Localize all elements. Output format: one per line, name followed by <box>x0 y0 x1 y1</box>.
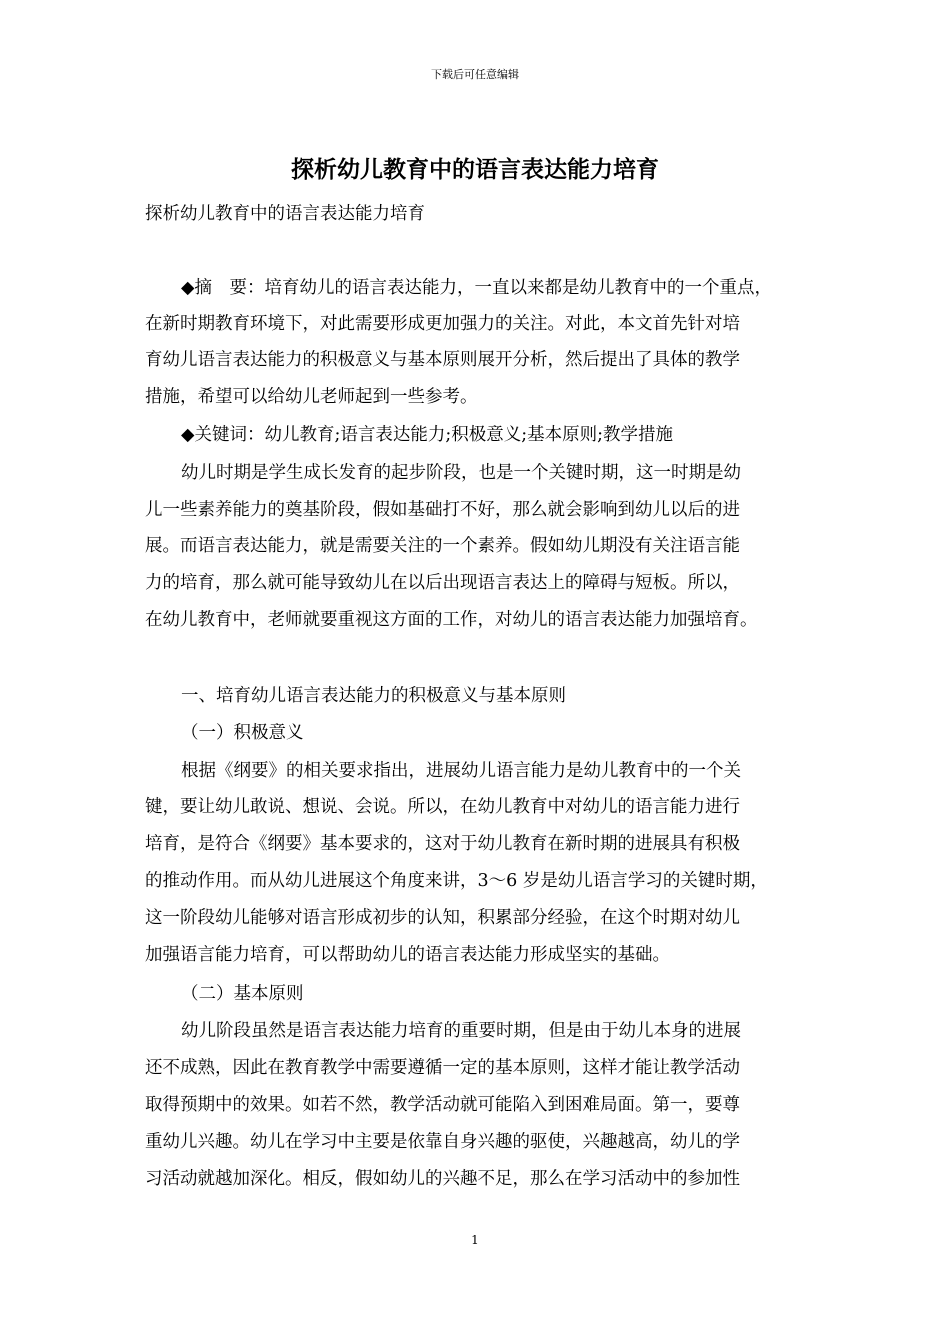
intro-line: 幼儿时期是学生成长发育的起步阶段，也是一个关键时期，这一时期是幼 <box>181 463 741 483</box>
paragraph-line: 键，要让幼儿敢说、想说、会说。所以，在幼儿教育中对幼儿的语言能力进行 <box>145 797 740 817</box>
paragraph-line: 还不成熟，因此在教育教学中需要遵循一定的基本原则，这样才能让教学活动 <box>145 1058 740 1078</box>
paragraph-line: 取得预期中的效果。如若不然，教学活动就可能陷入到困难局面。第一，要尊 <box>145 1095 740 1115</box>
paragraph-line: 幼儿阶段虽然是语言表达能力培育的重要时期，但是由于幼儿本身的进展 <box>181 1021 741 1041</box>
section-heading: 一、培育幼儿语言表达能力的积极意义与基本原则 <box>181 686 566 706</box>
page-header-note: 下载后可任意编辑 <box>431 68 519 81</box>
paragraph-line: 培育，是符合《纲要》基本要求的，这对于幼儿教育在新时期的进展具有积极 <box>145 834 740 854</box>
intro-line: 在幼儿教育中，老师就要重视这方面的工作，对幼儿的语言表达能力加强培育。 <box>145 610 758 630</box>
paragraph-line: 根据《纲要》的相关要求指出，进展幼儿语言能力是幼儿教育中的一个关 <box>181 761 741 781</box>
paragraph-line: 的推动作用。而从幼儿进展这个角度来讲，3～6 岁是幼儿语言学习的关键时期， <box>145 871 768 891</box>
abstract-line: ◆摘 要：培育幼儿的语言表达能力，一直以来都是幼儿教育中的一个重点， <box>181 278 772 298</box>
paragraph-line: 加强语言能力培育，可以帮助幼儿的语言表达能力形成坚实的基础。 <box>145 945 670 965</box>
keywords-line: ◆关键词：幼儿教育;语言表达能力;积极意义;基本原则;教学措施 <box>181 425 674 445</box>
abstract-line: 在新时期教育环境下，对此需要形成更加强力的关注。对此，本文首先针对培 <box>145 314 740 334</box>
intro-line: 展。而语言表达能力，就是需要关注的一个素养。假如幼儿期没有关注语言能 <box>145 536 740 556</box>
subsection-heading: （二）基本原则 <box>181 984 304 1004</box>
subsection-heading: （一）积极意义 <box>181 723 304 743</box>
paragraph-line: 习活动就越加深化。相反，假如幼儿的兴趣不足，那么在学习活动中的参加性 <box>145 1169 740 1189</box>
abstract-line: 措施，希望可以给幼儿老师起到一些参考。 <box>145 387 478 407</box>
paragraph-line: 这一阶段幼儿能够对语言形成初步的认知，积累部分经验，在这个时期对幼儿 <box>145 908 740 928</box>
document-title: 探析幼儿教育中的语言表达能力培育 <box>291 156 659 183</box>
page-number: 1 <box>471 1233 479 1247</box>
paragraph-line: 重幼儿兴趣。幼儿在学习中主要是依靠自身兴趣的驱使，兴趣越高，幼儿的学 <box>145 1132 740 1152</box>
document-subtitle: 探析幼儿教育中的语言表达能力培育 <box>145 204 425 224</box>
intro-line: 力的培育，那么就可能导致幼儿在以后出现语言表达上的障碍与短板。所以， <box>145 573 740 593</box>
intro-line: 儿一些素养能力的奠基阶段，假如基础打不好，那么就会影响到幼儿以后的进 <box>145 500 740 520</box>
abstract-line: 育幼儿语言表达能力的积极意义与基本原则展开分析，然后提出了具体的教学 <box>145 350 740 370</box>
